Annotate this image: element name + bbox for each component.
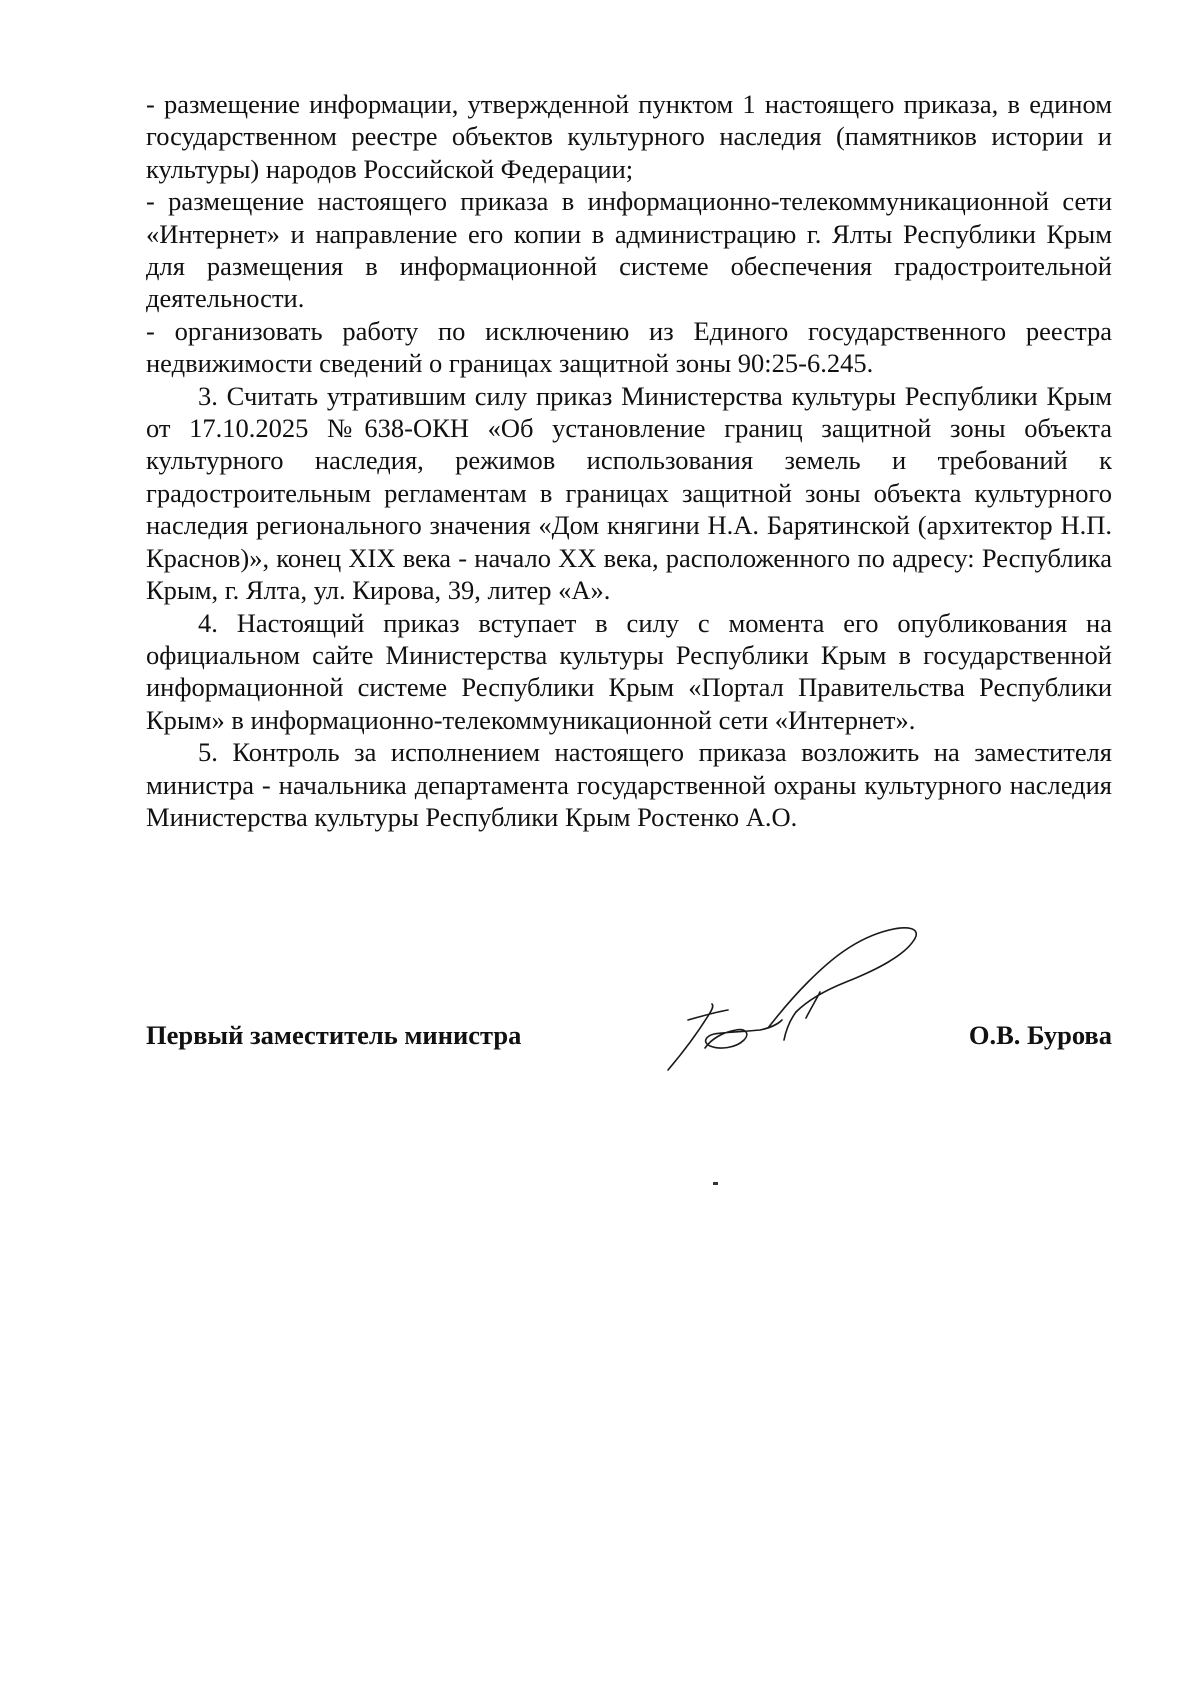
scan-artifact-dot: [713, 1182, 718, 1185]
paragraph-registry-exclusion: - организовать работу по исключению из Единого государственного реестра недвижимости сведений о границах защитной зоны 90:25-6.245.: [146, 315, 1112, 379]
paragraph-item-5: 5. Контроль за исполнением настоящего приказа возложить на заместителя министра - начальника департамента государственной охраны культурного наследия Министерства культуры Республики Крым Ростенко А.О.: [146, 737, 1112, 832]
signature-block: [146, 1020, 1112, 1070]
paragraph-internet-placement: - размещение настоящего приказа в информационно-телекоммуникационной сети «Интернет» и направление его копии в администрацию г. Ялты Республики Крым для размещения в информационной системе обеспечения градостроительной деятельности.: [146, 186, 1112, 314]
paragraph-item-4: 4. Настоящий приказ вступает в силу с момента его опубликования на официальном сайте Министерства культуры Республики Крым в государственной информационной системе Республики Крым «Портал Правительства Республики Крым» в информационно-телекоммуникационной сети «Интернет».: [146, 607, 1112, 735]
paragraph-registry-placement: - размещение информации, утвержденной пунктом 1 настоящего приказа, в едином государственном реестре объектов культурного наследия (памятников истории и культуры) народов Российской Федерации;: [146, 89, 1112, 184]
document-body: [146, 88, 1112, 833]
handwritten-signature-icon: [650, 920, 930, 1080]
signer-name: О.В. Бурова: [968, 1020, 1112, 1050]
paragraph-item-3: 3. Считать утратившим силу приказ Министерства культуры Республики Крым от 17.10.2025 №638-ОКН «Об установление границ защитной зоны объекта культурного наследия, режимов использования земель и требований к градостроительным регламентам в границах защитной зоны объекта культурного наследия регионального значения «Дом княгини Н.А. Барятинской (архитектор Н.П. Краснов)», конец XIX века - начало XX века, расположенного по адресу: Республика Крым, г. Ялта, ул. Кирова, 39, литер «А».: [146, 380, 1112, 606]
signer-position: Первый заместитель министра: [146, 1020, 522, 1050]
